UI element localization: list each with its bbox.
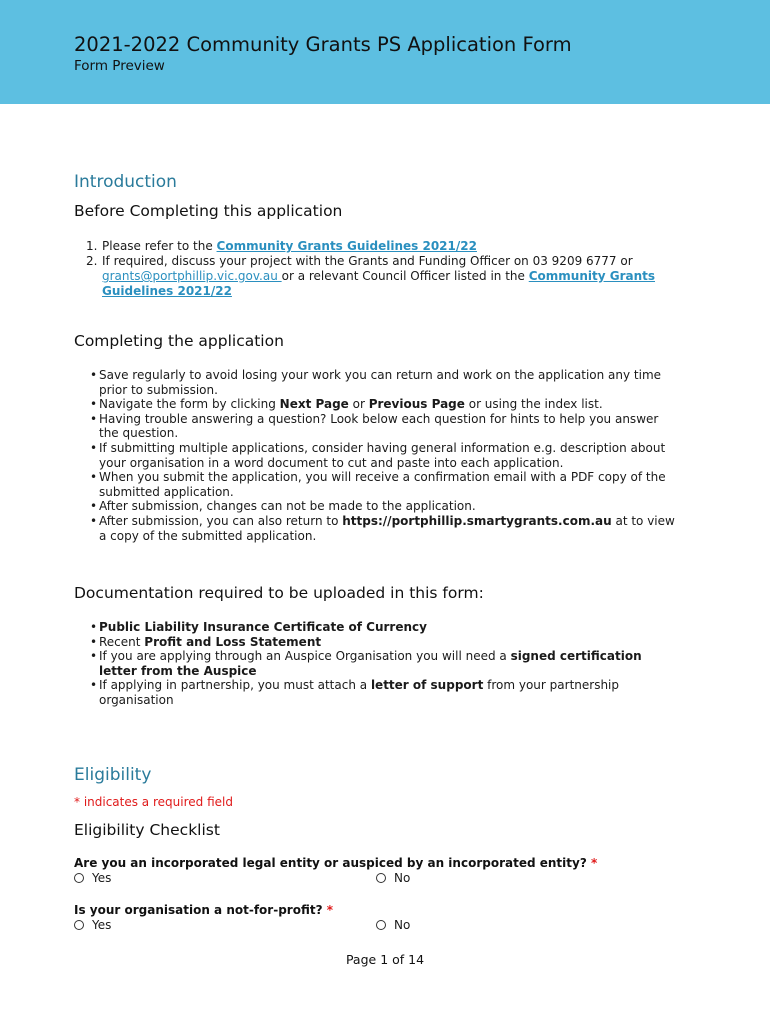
radio-group-incorporated [74,871,694,886]
guidelines-link[interactable]: Community Grants Guidelines 2021/22 [102,269,656,298]
question-incorporated [74,856,597,870]
form-title: 2021-2022 Community Grants PS Application Form [74,33,572,56]
radio-no[interactable] [376,871,410,885]
before-completing-heading: Before Completing this application [74,202,343,220]
list-item-text: If required, discuss your project with the Grants and Funding Officer on 03 9209 6777 or [102,254,633,268]
documentation-heading: Documentation required to be uploaded in this form: [74,584,484,602]
documentation-list [90,620,680,708]
radio-group-not-for-profit [74,918,694,933]
radio-label: No [394,871,411,885]
list-item: • When you submit the application, you will receive a confirmation email with a PDF copy of the submitted application. [90,470,680,499]
required-star: * [590,856,598,870]
radio-circle-icon[interactable] [74,920,84,930]
radio-circle-icon[interactable] [74,873,84,883]
list-item: • Public Liability Insurance Certificate of Currency [90,620,680,635]
question-text: Is your organisation a not-for-profit? [74,903,323,917]
guidelines-link[interactable]: Community Grants Guidelines 2021/22 [216,239,477,253]
list-number: 2. [86,254,98,268]
list-item-text: Please refer to the [102,239,217,253]
list-item-text: or a relevant Council Officer listed in the [281,269,529,283]
radio-yes[interactable] [74,871,111,885]
radio-circle-icon[interactable] [376,920,386,930]
page-number: Page 1 of 14 [345,952,425,967]
eligibility-heading: Eligibility [74,765,152,785]
email-link[interactable]: grants@portphillip.vic.gov.au [102,269,282,283]
completing-heading: Completing the application [74,332,284,350]
question-text: Are you an incorporated legal entity or auspiced by an incorporated entity? [74,856,587,870]
radio-label: No [394,918,411,932]
question-not-for-profit [74,903,333,917]
list-item [86,254,686,299]
list-item: • After submission, you can also return to https://portphillip.smartygrants.com.au at to view a copy of the submitted application. [90,514,680,543]
required-star: * [326,903,334,917]
required-field-note: * indicates a required field [74,795,233,809]
completing-list [90,368,680,543]
list-item: • If you are applying through an Auspice Organisation you will need a signed certification letter from the Auspice [90,649,680,678]
radio-no[interactable] [376,918,410,932]
radio-yes[interactable] [74,918,111,932]
list-item: • Having trouble answering a question? Look below each question for hints to help you answer the question. [90,412,680,441]
list-item: • If submitting multiple applications, consider having general information e.g. description about your organisation in a word document to cut and paste into each application. [90,441,680,470]
eligibility-checklist-heading: Eligibility Checklist [74,821,220,839]
list-number: 1. [86,239,98,253]
introduction-list [86,239,686,299]
list-item [86,239,686,254]
form-header [0,0,770,104]
list-item: • Navigate the form by clicking Next Page or Previous Page or using the index list. [90,397,680,412]
radio-circle-icon[interactable] [376,873,386,883]
list-item: • Save regularly to avoid losing your work you can return and work on the application any time prior to submission. [90,368,680,397]
list-item: • If applying in partnership, you must attach a letter of support from your partnership organisation [90,678,680,707]
list-item: • Recent Profit and Loss Statement [90,635,680,650]
radio-label: Yes [92,871,112,885]
radio-label: Yes [92,918,112,932]
introduction-heading: Introduction [74,172,177,192]
list-item: • After submission, changes can not be made to the application. [90,499,680,514]
form-subtitle: Form Preview [74,58,165,74]
